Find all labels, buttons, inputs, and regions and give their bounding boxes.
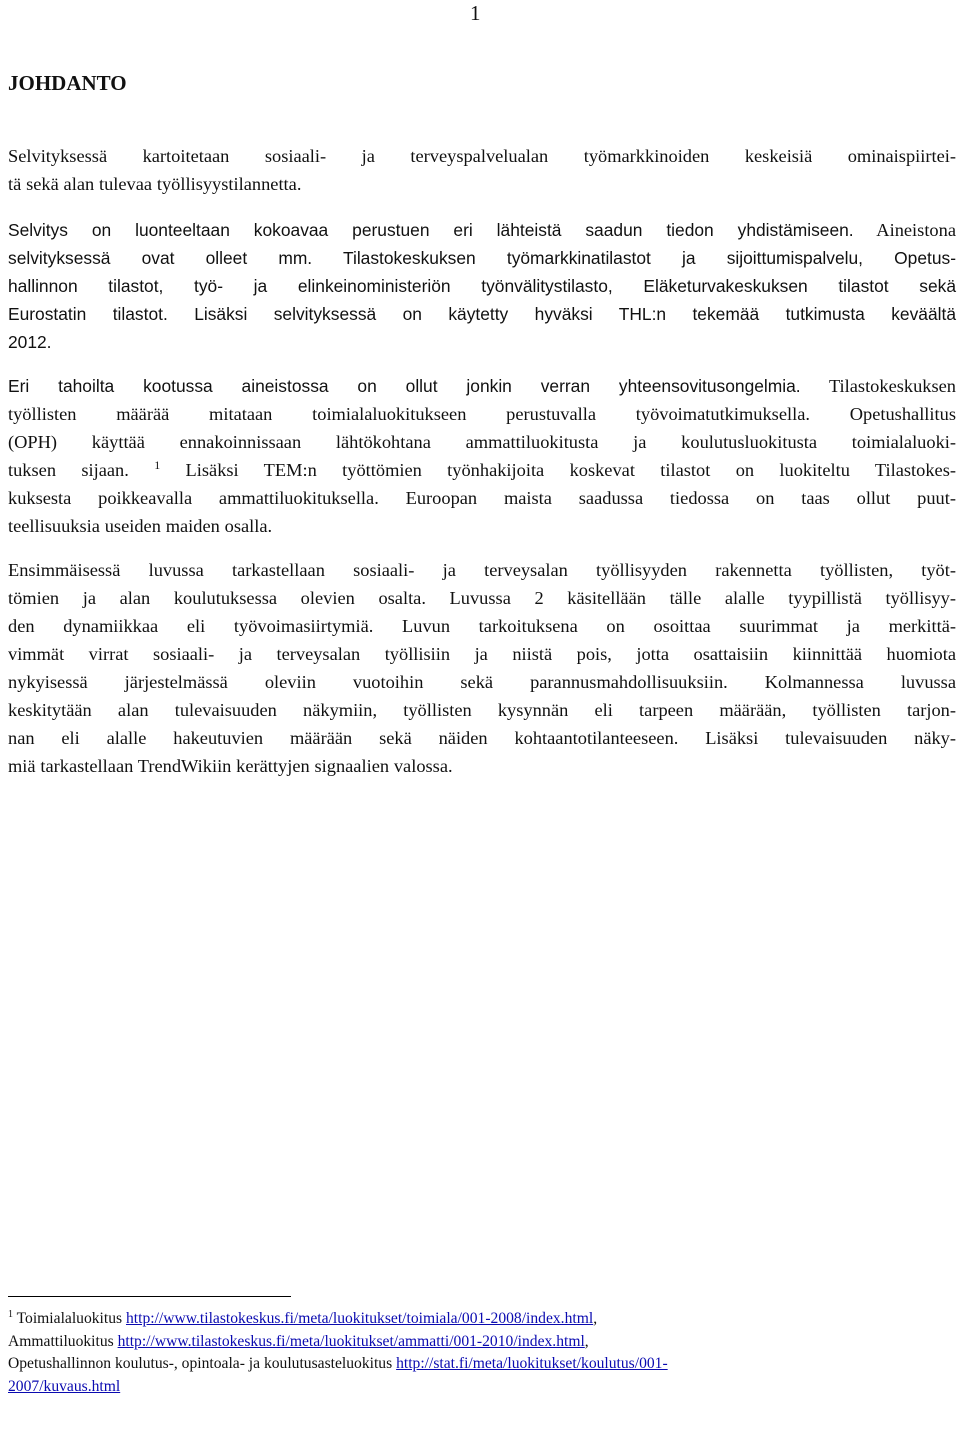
paragraph-line: Ensimmäisessä luvussa tarkastellaan sosiaali- ja terveysalan työllisyyden rakennetta työllisten, työt- [8,560,956,580]
footnote-link-toimiala[interactable]: http://www.tilastokeskus.fi/meta/luokitukset/toimiala/001-2008/index.html [125,1310,594,1327]
paragraph-line [8,216,956,244]
paragraph-structure [8,556,956,780]
footnote-line [8,1308,956,1331]
footnote-link-koulutus[interactable]: http://stat.fi/meta/luokitukset/koulutus/001- [396,1355,668,1372]
footnote-text: Opetushallinnon koulutus-, opintoala- ja koulutusasteluokitus [8,1355,397,1372]
paragraph-line [8,456,956,484]
section-heading: JOHDANTO [8,71,127,95]
paragraph-data-issues [8,372,956,540]
paragraph-line: keskitytään alan tulevaisuuden näkymiin, työllisten kysynnän eli tarpeen määrään, työllisten tarjon- [8,700,956,720]
paragraph-line: teellisuuksia useiden maiden osalla. [8,516,273,536]
footnote-text: Ammattiluokitus [8,1332,118,1350]
paragraph-line: työllisten määrää mitataan toimialaluokitukseen perustuvalla työvoimatutkimuksella. Opetushallitus [8,404,956,424]
page-number: 1 [470,1,481,25]
paragraph-line: 2012. [8,332,52,352]
footnote-link-ammatti[interactable]: http://www.tilastokeskus.fi/meta/luokitukset/ammatti/001-2010/index.html [117,1332,585,1350]
paragraph-sources [8,216,956,356]
footnote-reference[interactable]: 1 [154,458,161,472]
paragraph-line: tömien ja alan koulutuksessa olevien osalta. Luvussa 2 käsitellään tälle alalle tyypillistä työllisyy- [8,588,956,608]
paragraph-line [8,372,956,400]
paragraph-line: tä sekä alan tulevaa työllisyystilannetta. [8,174,302,194]
line-text: Lisäksi TEM:n työttömien työnhakijoita koskevat tilastot on luokiteltu Tilastokes- [160,460,956,480]
footnote-divider [8,1296,291,1297]
footnote-text: Toimialaluokitus [13,1310,126,1327]
footnote-mark: 1 [8,1309,13,1320]
paragraph-line: selvityksessä ovat olleet mm. Tilastokeskuksen työmarkkinatilastot ja sijoittumispalvelu, Opetus- [8,248,956,268]
paragraph-line: (OPH) käyttää ennakoinnissaan lähtökohtana ammattiluokitusta ja koulutusluokitusta toimialaluoki- [8,432,956,452]
paragraph-line: nan eli alalle hakeutuvien määrään sekä näiden kohtaantotilanteeseen. Lisäksi tulevaisuuden näky- [8,728,956,748]
paragraph-line: vimmät virrat sosiaali- ja terveysalan työllisiin ja niistä pois, jotta osattaisiin kiinnittää huomiota [8,644,956,664]
footnote-text: , [593,1310,598,1327]
paragraph-intro [8,142,956,198]
serif-text: Tilastokeskuksen [800,376,956,396]
footnotes [8,1308,956,1398]
line-text: tuksen sijaan. [8,460,155,480]
footnote-line [8,1353,956,1376]
paragraph-line: kuksesta poikkeavalla ammattiluokituksella. Euroopan maista saadussa tiedossa on taas ollut puut- [8,488,956,508]
sans-text: Eri tahoilta kootussa aineistossa on ollut jonkin verran yhteensovitusongelmia. [8,376,801,396]
paragraph-line: Eurostatin tilastot. Lisäksi selvityksessä on käytetty hyväksi THL:n tekemää tutkimusta keväältä [8,304,956,324]
paragraph-line: den dynamiikkaa eli työvoimasiirtymiä. Luvun tarkoituksena on osoittaa suurimmat ja merkittä- [8,616,956,636]
paragraph-line: miä tarkastellaan TrendWikiin kerättyjen signaalien valossa. [8,756,453,776]
sans-text: Selvitys on luonteeltaan kokoavaa perustuen eri lähteistä saadun tiedon yhdistämiseen. [8,220,854,240]
paragraph-line: hallinnon tilastot, työ- ja elinkeinoministeriön työnvälitystilasto, Eläketurvakeskuksen tilastot sekä [8,276,956,296]
footnote-text: , [584,1332,589,1350]
serif-text: Aineistona [853,220,956,240]
footnote-line [8,1376,956,1399]
footnote-line [8,1331,956,1354]
paragraph-line: Selvityksessä kartoitetaan sosiaali- ja terveyspalvelualan työmarkkinoiden keskeisiä ominaispiirtei- [8,146,956,166]
footnote-link-koulutus-continued[interactable]: 2007/kuvaus.html [8,1377,121,1395]
paragraph-line: nykyisessä järjestelmässä oleviin vuotoihin sekä parannusmahdollisuuksiin. Kolmannessa luvussa [8,672,956,692]
